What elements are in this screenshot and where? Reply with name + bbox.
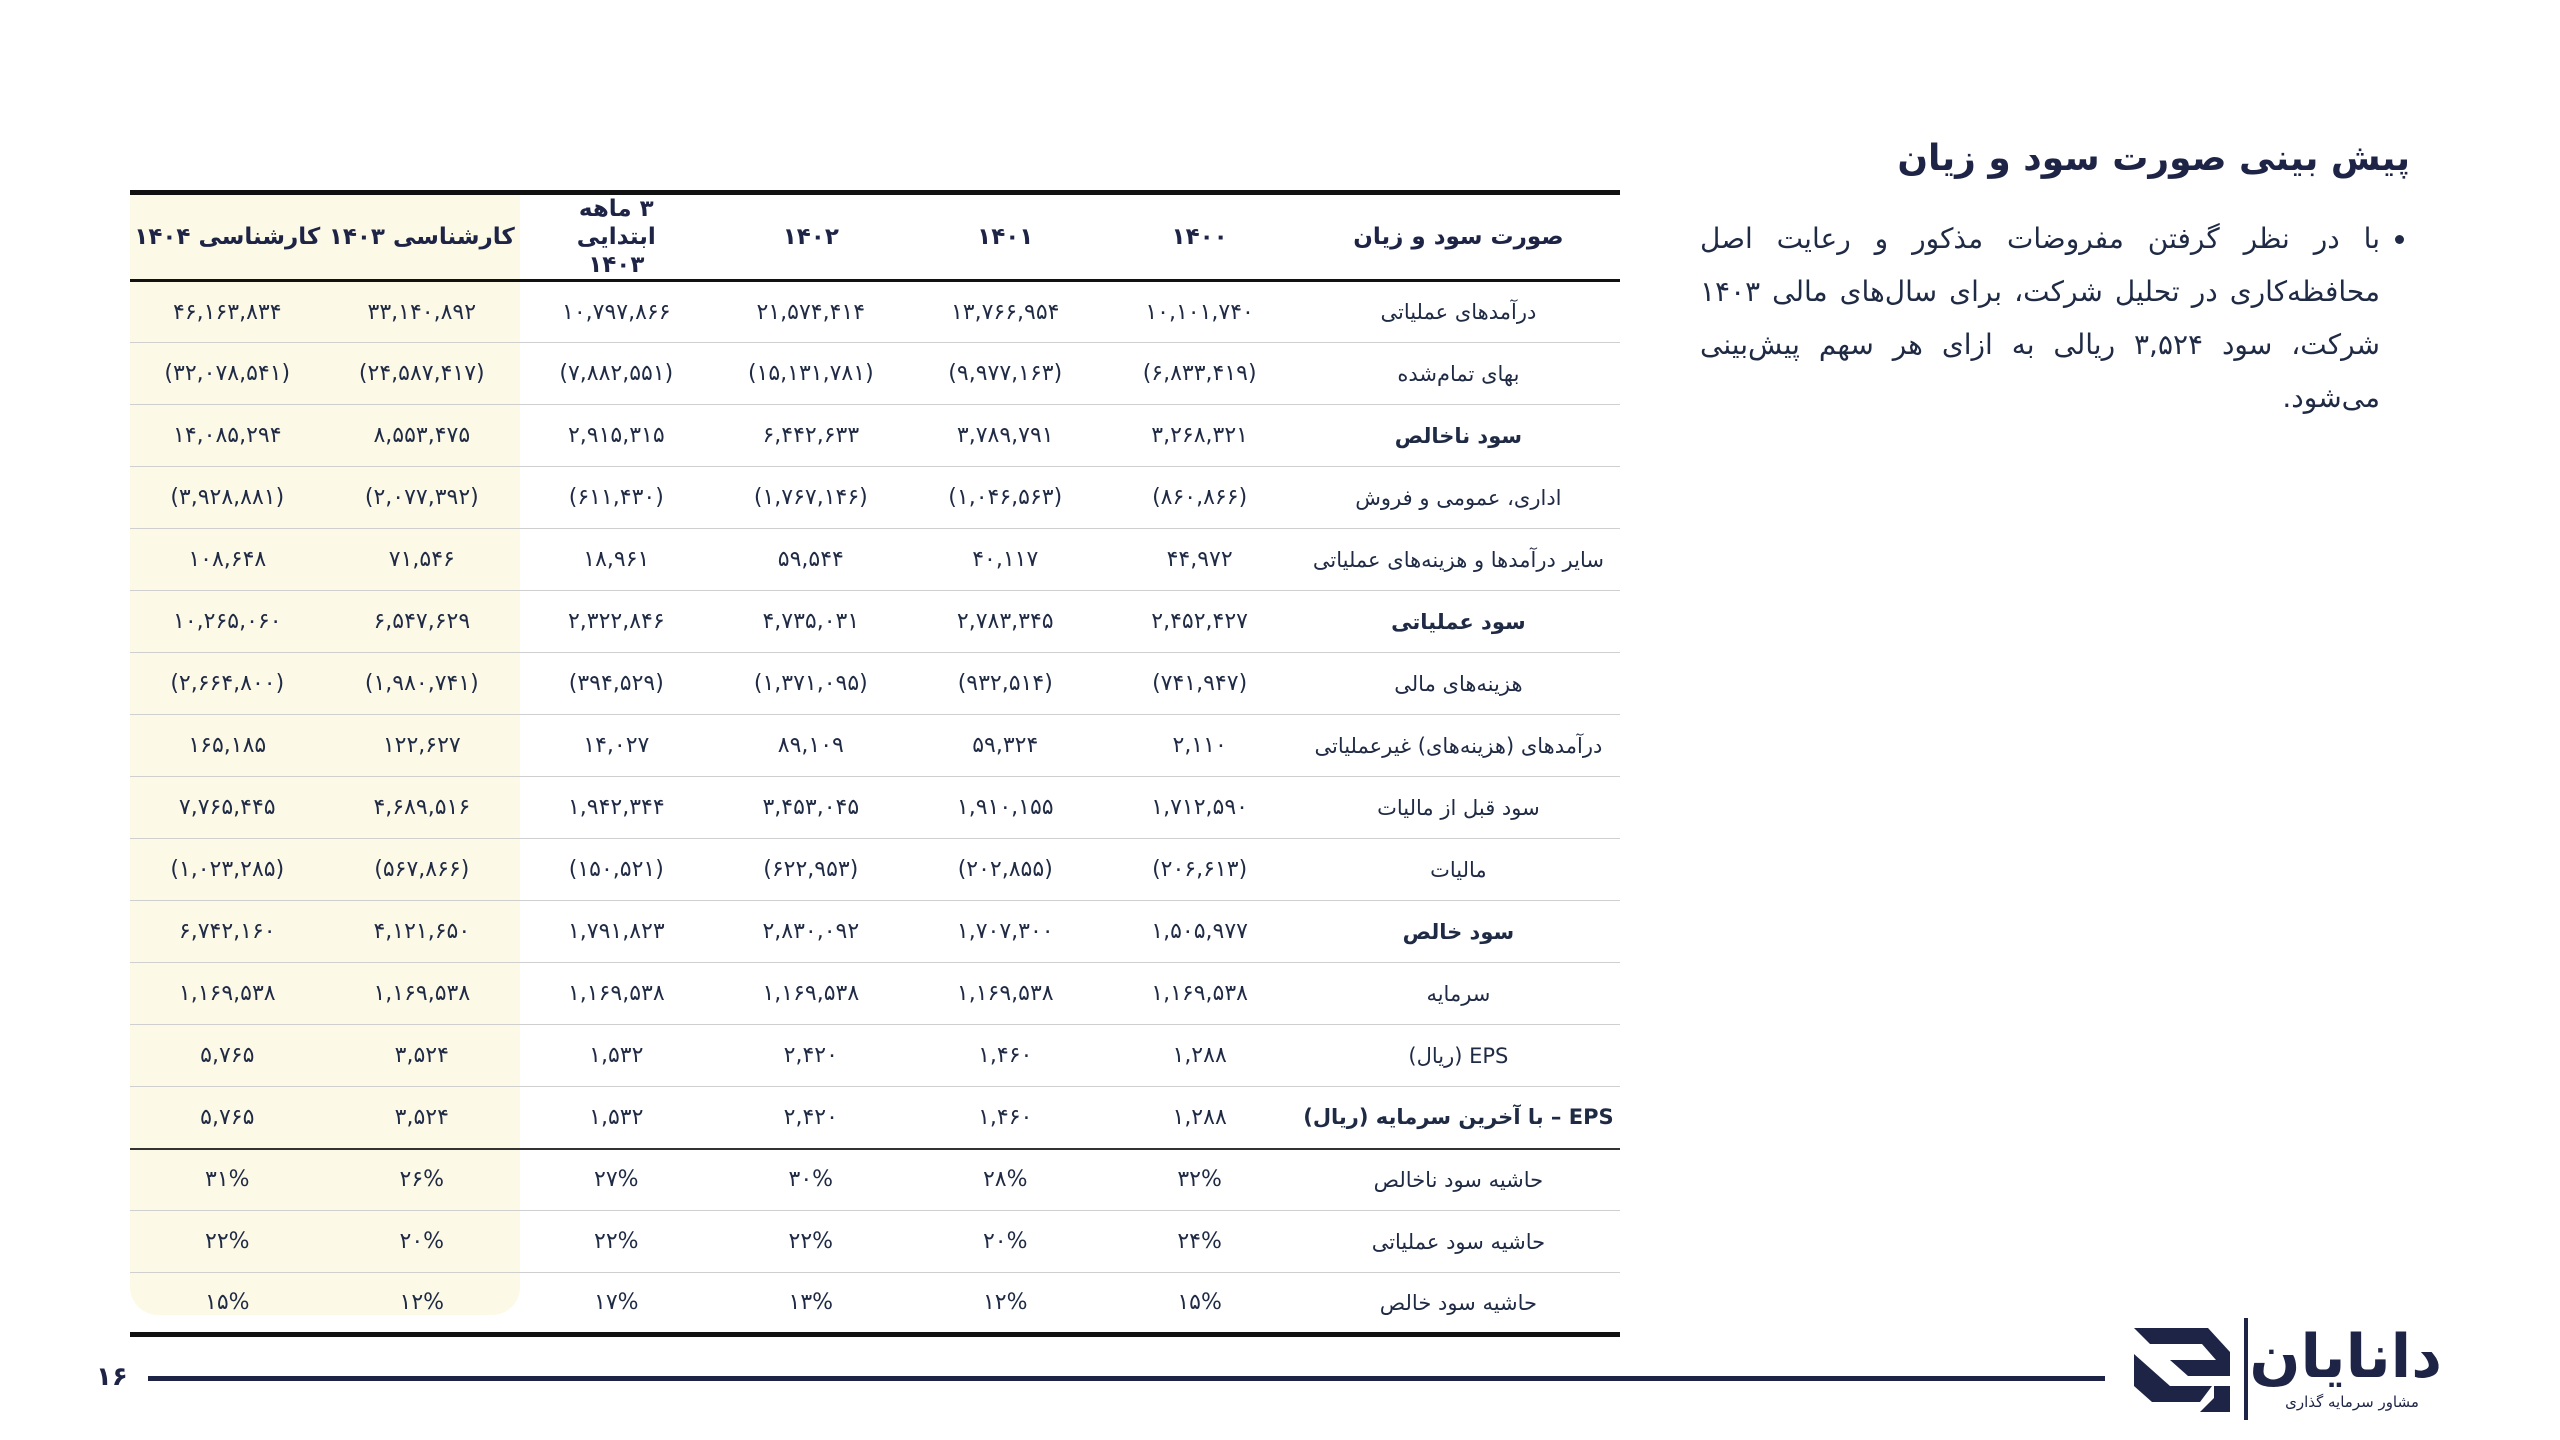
table-cell: ۲,۴۲۰ <box>714 1087 908 1149</box>
table-cell: ۱۴,۰۸۵,۲۹۴ <box>130 405 325 467</box>
table-cell: ۱۰۸,۶۴۸ <box>130 529 325 591</box>
table-cell: ۱۸,۹۶۱ <box>519 529 714 591</box>
table-cell: ۱۲% <box>325 1273 519 1335</box>
table-cell: ۱,۷۰۷,۳۰۰ <box>908 901 1102 963</box>
table-cell: ۱,۹۴۲,۳۴۴ <box>519 777 714 839</box>
table-cell: ۴۴,۹۷۲ <box>1102 529 1296 591</box>
logo-subtitle: مشاور سرمایه گذاری <box>2285 1393 2419 1411</box>
header-cell: ۱۴۰۲ <box>714 193 908 281</box>
table-row <box>130 591 1620 653</box>
table-cell: ۱۰,۲۶۵,۰۶۰ <box>130 591 325 653</box>
table-cell: ۲,۳۲۲,۸۴۶ <box>519 591 714 653</box>
table-row <box>130 653 1620 715</box>
table-cell: ۲۶% <box>325 1149 519 1211</box>
header-cell: ۱۴۰۱ <box>908 193 1102 281</box>
table-cell: ۱,۱۶۹,۵۳۸ <box>130 963 325 1025</box>
table-cell: ۱,۷۹۱,۸۲۳ <box>519 901 714 963</box>
table-row <box>130 777 1620 839</box>
table-cell: (۳,۹۲۸,۸۸۱) <box>130 467 325 529</box>
table-cell: ۱,۲۸۸ <box>1102 1087 1296 1149</box>
table-cell: (۲,۶۶۴,۸۰۰) <box>130 653 325 715</box>
table-row <box>130 715 1620 777</box>
table-cell: (۷,۸۸۲,۵۵۱) <box>519 343 714 405</box>
table-cell: (۲۴,۵۸۷,۴۱۷) <box>325 343 519 405</box>
table-cell: ۲,۴۲۰ <box>714 1025 908 1087</box>
row-label: هزینه‌های مالی <box>1297 653 1620 715</box>
table-cell: ۲۴% <box>1102 1211 1296 1273</box>
row-label: سود خالص <box>1297 901 1620 963</box>
table-row <box>130 1211 1620 1273</box>
table-cell: ۳,۲۶۸,۳۲۱ <box>1102 405 1296 467</box>
table-cell: ۳,۴۵۳,۰۴۵ <box>714 777 908 839</box>
table-cell: (۱۵,۱۳۱,۷۸۱) <box>714 343 908 405</box>
table-cell: (۱,۰۴۶,۵۶۳) <box>908 467 1102 529</box>
row-label: سایر درآمدها و هزینه‌های عملیاتی <box>1297 529 1620 591</box>
bullet-text: • با در نظر گرفتن مفروضات مذکور و رعایت اصل محافظه‌کاری در تحلیل شرکت، برای سال‌های مالی ۱۴۰۳ شرکت، سود ۳,۵۲۴ ریالی به ازای هر سهم پیش‌بینی می‌شود. <box>1700 212 2380 424</box>
table-cell: ۱۰,۱۰۱,۷۴۰ <box>1102 281 1296 343</box>
table-cell: ۱۴,۰۲۷ <box>519 715 714 777</box>
table-row <box>130 1025 1620 1087</box>
table-cell: ۵,۷۶۵ <box>130 1025 325 1087</box>
table-row <box>130 405 1620 467</box>
table-row <box>130 529 1620 591</box>
table-cell: ۱۵% <box>1102 1273 1296 1335</box>
table-cell: ۱,۹۱۰,۱۵۵ <box>908 777 1102 839</box>
table-header-row <box>130 193 1620 281</box>
table-cell: ۲,۱۱۰ <box>1102 715 1296 777</box>
table-cell: (۲,۰۷۷,۳۹۲) <box>325 467 519 529</box>
table-cell: ۲۲% <box>519 1211 714 1273</box>
table-row <box>130 343 1620 405</box>
table-cell: ۴,۷۳۵,۰۳۱ <box>714 591 908 653</box>
table-cell: (۵۶۷,۸۶۶) <box>325 839 519 901</box>
table-cell: (۱,۳۷۱,۰۹۵) <box>714 653 908 715</box>
row-label: سود قبل از مالیات <box>1297 777 1620 839</box>
table-cell: (۶,۸۳۳,۴۱۹) <box>1102 343 1296 405</box>
row-label: EPS – با آخرین سرمایه (ریال) <box>1297 1087 1620 1149</box>
footer-line <box>148 1376 2105 1381</box>
row-label: درآمدهای (هزینه‌های) غیرعملیاتی <box>1297 715 1620 777</box>
table-cell: ۲۰% <box>908 1211 1102 1273</box>
table-cell: ۱,۴۶۰ <box>908 1025 1102 1087</box>
table-cell: (۶۲۲,۹۵۳) <box>714 839 908 901</box>
table-cell: ۵۹,۵۴۴ <box>714 529 908 591</box>
table-cell: ۵,۷۶۵ <box>130 1087 325 1149</box>
header-cell: صورت سود و زیان <box>1297 193 1620 281</box>
table-cell: ۱۳,۷۶۶,۹۵۴ <box>908 281 1102 343</box>
table-cell: (۳۹۴,۵۲۹) <box>519 653 714 715</box>
table-cell: (۲۰۲,۸۵۵) <box>908 839 1102 901</box>
header-cell: کارشناسی ۱۴۰۴ <box>130 193 325 281</box>
table-cell: (۲۰۶,۶۱۳) <box>1102 839 1296 901</box>
table-cell: (۱۵۰,۵۲۱) <box>519 839 714 901</box>
table-row <box>130 1149 1620 1211</box>
danayan-logo-icon <box>2130 1322 2234 1418</box>
table-cell: ۸,۵۵۳,۴۷۵ <box>325 405 519 467</box>
table-cell: ۱,۱۶۹,۵۳۸ <box>325 963 519 1025</box>
table-cell: ۱,۵۳۲ <box>519 1025 714 1087</box>
table-cell: ۴۰,۱۱۷ <box>908 529 1102 591</box>
income-statement-table-container <box>130 190 1620 1337</box>
table-cell: ۷,۷۶۵,۴۴۵ <box>130 777 325 839</box>
page-title: پیش بینی صورت سود و زیان <box>1897 138 2410 179</box>
table-cell: ۱۰,۷۹۷,۸۶۶ <box>519 281 714 343</box>
table-cell: ۵۹,۳۲۴ <box>908 715 1102 777</box>
table-cell: ۶,۵۴۷,۶۲۹ <box>325 591 519 653</box>
table-cell: ۳,۵۲۴ <box>325 1025 519 1087</box>
table-cell: (۷۴۱,۹۴۷) <box>1102 653 1296 715</box>
table-cell: ۴۶,۱۶۳,۸۳۴ <box>130 281 325 343</box>
table-row <box>130 467 1620 529</box>
table-cell: ۲۷% <box>519 1149 714 1211</box>
row-label: سود ناخالص <box>1297 405 1620 467</box>
table-cell: ۱,۱۶۹,۵۳۸ <box>908 963 1102 1025</box>
table-cell: ۱۶۵,۱۸۵ <box>130 715 325 777</box>
table-row <box>130 963 1620 1025</box>
table-cell: ۳۱% <box>130 1149 325 1211</box>
table-cell: (۸۶۰,۸۶۶) <box>1102 467 1296 529</box>
table-cell: ۲۲% <box>130 1211 325 1273</box>
table-cell: ۲۸% <box>908 1149 1102 1211</box>
table-cell: ۲,۹۱۵,۳۱۵ <box>519 405 714 467</box>
table-cell: ۴,۱۲۱,۶۵۰ <box>325 901 519 963</box>
header-cell: ۱۴۰۰ <box>1102 193 1296 281</box>
table-cell: ۲۰% <box>325 1211 519 1273</box>
row-label: سرمایه <box>1297 963 1620 1025</box>
logo-divider <box>2244 1318 2248 1420</box>
table-cell: ۲۱,۵۷۴,۴۱۴ <box>714 281 908 343</box>
row-label: حاشیه سود عملیاتی <box>1297 1211 1620 1273</box>
header-cell: ۳ ماهه ابتدایی ۱۴۰۳ <box>519 193 714 281</box>
table-cell: (۹,۹۷۷,۱۶۳) <box>908 343 1102 405</box>
table-cell: (۱,۰۲۳,۲۸۵) <box>130 839 325 901</box>
table-cell: ۱,۱۶۹,۵۳۸ <box>714 963 908 1025</box>
table-cell: ۷۱,۵۴۶ <box>325 529 519 591</box>
table-row <box>130 1087 1620 1149</box>
table-cell: ۳۰% <box>714 1149 908 1211</box>
table-cell: ۲,۸۳۰,۰۹۲ <box>714 901 908 963</box>
table-cell: (۹۳۲,۵۱۴) <box>908 653 1102 715</box>
table-cell: ۱,۵۳۲ <box>519 1087 714 1149</box>
logo-name: دانایان <box>2249 1322 2442 1392</box>
table-cell: (۳۲,۰۷۸,۵۴۱) <box>130 343 325 405</box>
danayan-logo-text <box>2249 1322 2442 1412</box>
table-cell: ۱۷% <box>519 1273 714 1335</box>
table-row <box>130 1273 1620 1335</box>
row-label: حاشیه سود ناخالص <box>1297 1149 1620 1211</box>
table-cell: (۶۱۱,۴۳۰) <box>519 467 714 529</box>
table-cell: ۴,۶۸۹,۵۱۶ <box>325 777 519 839</box>
table-cell: ۱,۷۱۲,۵۹۰ <box>1102 777 1296 839</box>
table-row <box>130 839 1620 901</box>
table-row <box>130 901 1620 963</box>
row-label: مالیات <box>1297 839 1620 901</box>
income-statement-table <box>130 190 1620 1337</box>
table-cell: ۲,۷۸۳,۳۴۵ <box>908 591 1102 653</box>
table-cell: ۶,۴۴۲,۶۳۳ <box>714 405 908 467</box>
table-cell: ۳۳,۱۴۰,۸۹۲ <box>325 281 519 343</box>
table-cell: ۶,۷۴۲,۱۶۰ <box>130 901 325 963</box>
table-cell: ۳,۷۸۹,۷۹۱ <box>908 405 1102 467</box>
table-cell: ۱,۴۶۰ <box>908 1087 1102 1149</box>
table-cell: ۱۳% <box>714 1273 908 1335</box>
row-label: درآمدهای عملیاتی <box>1297 281 1620 343</box>
table-cell: ۱,۱۶۹,۵۳۸ <box>1102 963 1296 1025</box>
row-label: EPS (ریال) <box>1297 1025 1620 1087</box>
table-cell: (۱,۷۶۷,۱۴۶) <box>714 467 908 529</box>
table-cell: ۳,۵۲۴ <box>325 1087 519 1149</box>
table-cell: ۱۲۲,۶۲۷ <box>325 715 519 777</box>
page-number: ۱۶ <box>96 1362 128 1392</box>
row-label: بهای تمام‌شده <box>1297 343 1620 405</box>
bullet-section <box>1700 212 2420 424</box>
table-cell: ۳۲% <box>1102 1149 1296 1211</box>
row-label: سود عملیاتی <box>1297 591 1620 653</box>
row-label: اداری، عمومی و فروش <box>1297 467 1620 529</box>
table-cell: ۱,۵۰۵,۹۷۷ <box>1102 901 1296 963</box>
table-row <box>130 281 1620 343</box>
table-cell: ۱,۱۶۹,۵۳۸ <box>519 963 714 1025</box>
table-cell: ۱۲% <box>908 1273 1102 1335</box>
table-cell: ۱,۲۸۸ <box>1102 1025 1296 1087</box>
table-cell: ۲۲% <box>714 1211 908 1273</box>
header-cell: کارشناسی ۱۴۰۳ <box>325 193 519 281</box>
table-cell: ۸۹,۱۰۹ <box>714 715 908 777</box>
row-label: حاشیه سود خالص <box>1297 1273 1620 1335</box>
table-cell: (۱,۹۸۰,۷۴۱) <box>325 653 519 715</box>
table-cell: ۱۵% <box>130 1273 325 1335</box>
table-cell: ۲,۴۵۲,۴۲۷ <box>1102 591 1296 653</box>
